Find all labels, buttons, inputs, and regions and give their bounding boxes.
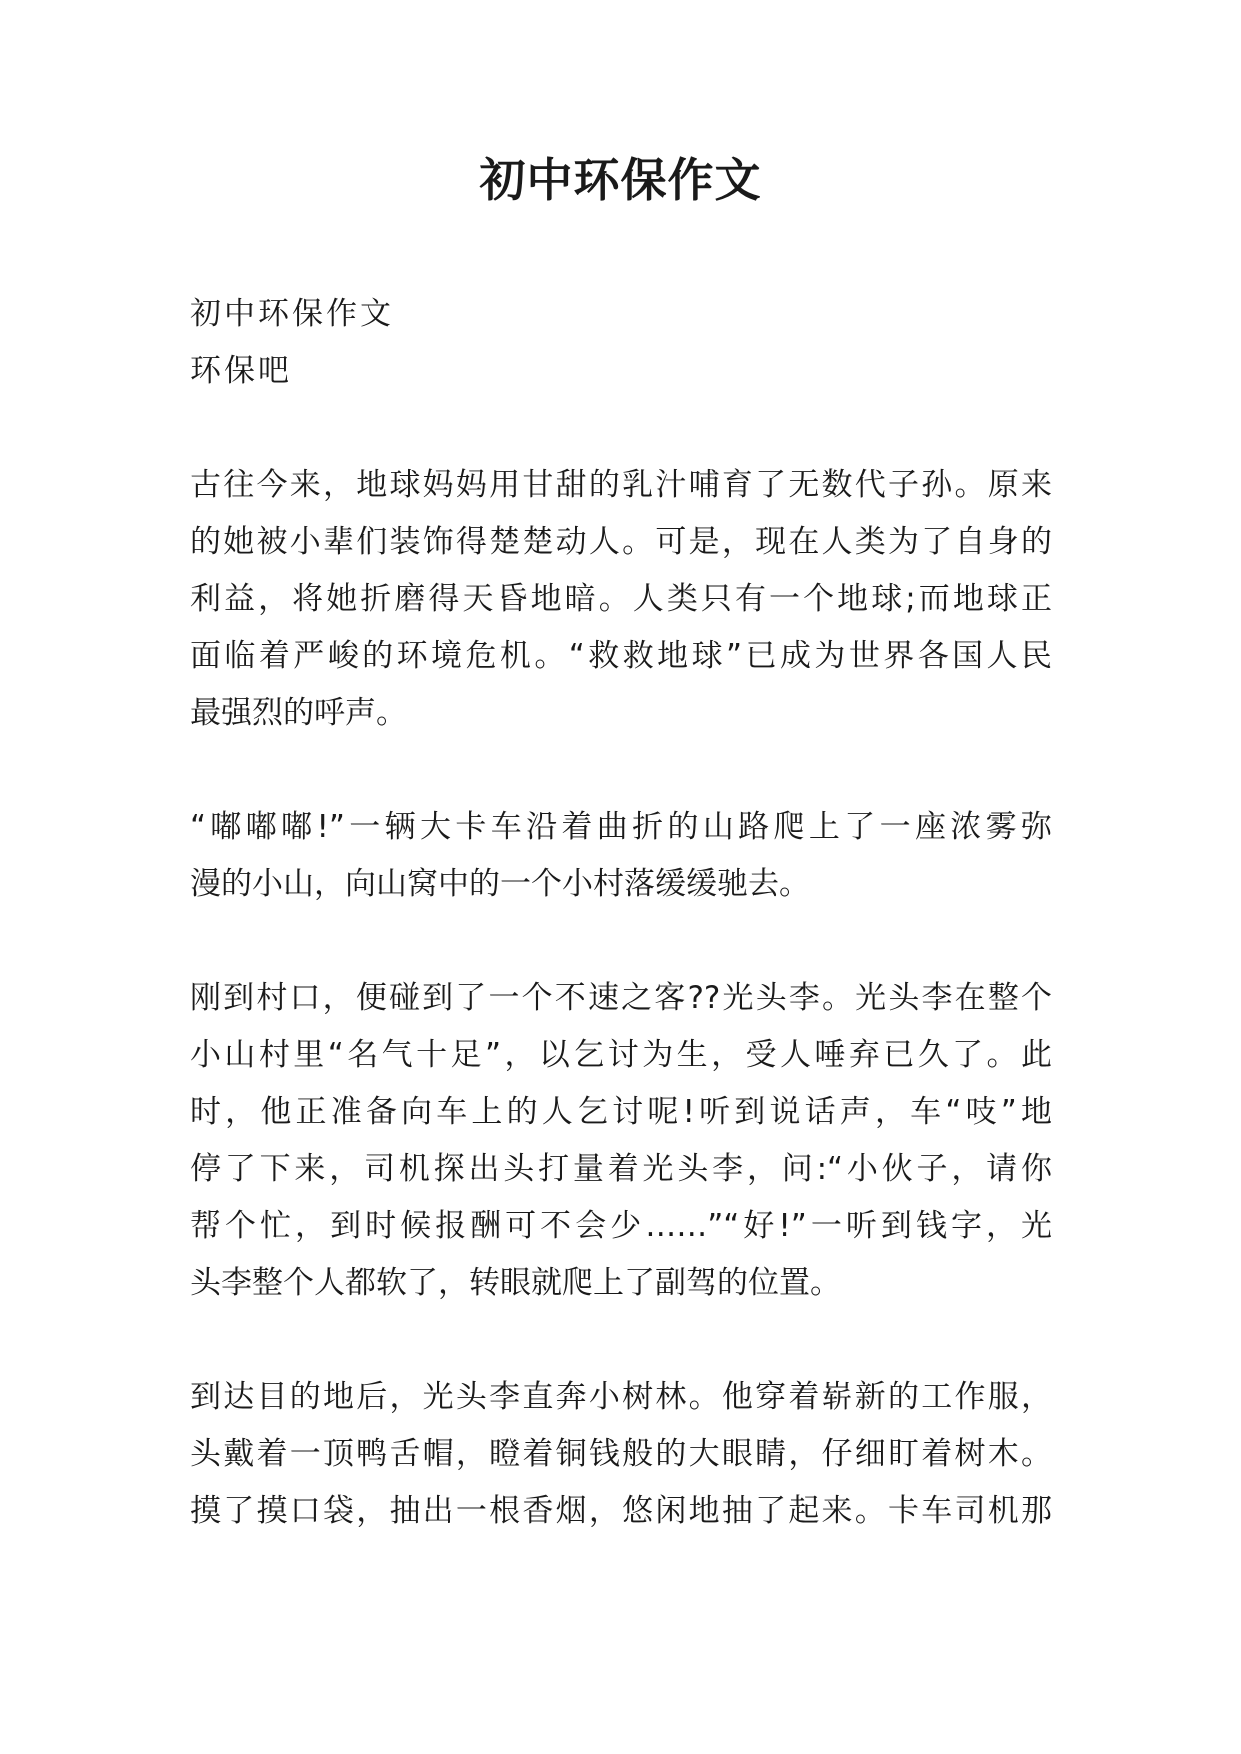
text-line: 头李整个人都软了，转眼就爬上了副驾的位置。 xyxy=(190,1265,841,1301)
paragraph-1 xyxy=(190,400,1052,742)
meta-heading: 初中环保作文 xyxy=(190,296,394,332)
text-line: 的她被小辈们装饰得楚楚动人。可是，现在人类为了自身的 xyxy=(190,524,1052,560)
text-line: 面临着严峻的环境危机。“救救地球”已成为世界各国人民 xyxy=(190,638,1052,674)
text-line: 帮个忙，到时候报酬可不会少……”“好!”一听到钱字，光 xyxy=(190,1208,1052,1244)
text-line: 摸了摸口袋，抽出一根香烟，悠闲地抽了起来。卡车司机那 xyxy=(190,1493,1052,1529)
text-line: “嘟嘟嘟!”一辆大卡车沿着曲折的山路爬上了一座浓雾弥 xyxy=(190,809,1052,845)
text-line: 利益，将她折磨得天昏地暗。人类只有一个地球;而地球正 xyxy=(190,581,1052,617)
text-line: 头戴着一顶鸭舌帽，瞪着铜钱般的大眼睛，仔细盯着树木。 xyxy=(190,1436,1052,1472)
meta-source: 环保吧 xyxy=(190,353,292,389)
text-line: 停了下来，司机探出头打量着光头李，问:“小伙子，请你 xyxy=(190,1151,1052,1187)
document-title: 初中环保作文 xyxy=(479,153,762,207)
text-line: 时，他正准备向车上的人乞讨呢!听到说话声，车“吱”地 xyxy=(190,1094,1052,1130)
text-line: 刚到村口，便碰到了一个不速之客??光头李。光头李在整个 xyxy=(190,980,1052,1016)
text-line: 最强烈的呼声。 xyxy=(190,695,407,731)
text-line: 小山村里“名气十足”，以乞讨为生，受人唾弃已久了。此 xyxy=(190,1037,1052,1073)
paragraph-2 xyxy=(190,742,1052,913)
text-line: 到达目的地后，光头李直奔小树林。他穿着崭新的工作服， xyxy=(190,1379,1052,1415)
text-line: 古往今来，地球妈妈用甘甜的乳汁哺育了无数代子孙。原来 xyxy=(190,467,1052,503)
paragraph-3 xyxy=(190,913,1052,1312)
text-line: 漫的小山，向山窝中的一个小村落缓缓驰去。 xyxy=(190,866,810,902)
document-body xyxy=(190,286,1052,1540)
paragraph-4 xyxy=(190,1312,1052,1540)
